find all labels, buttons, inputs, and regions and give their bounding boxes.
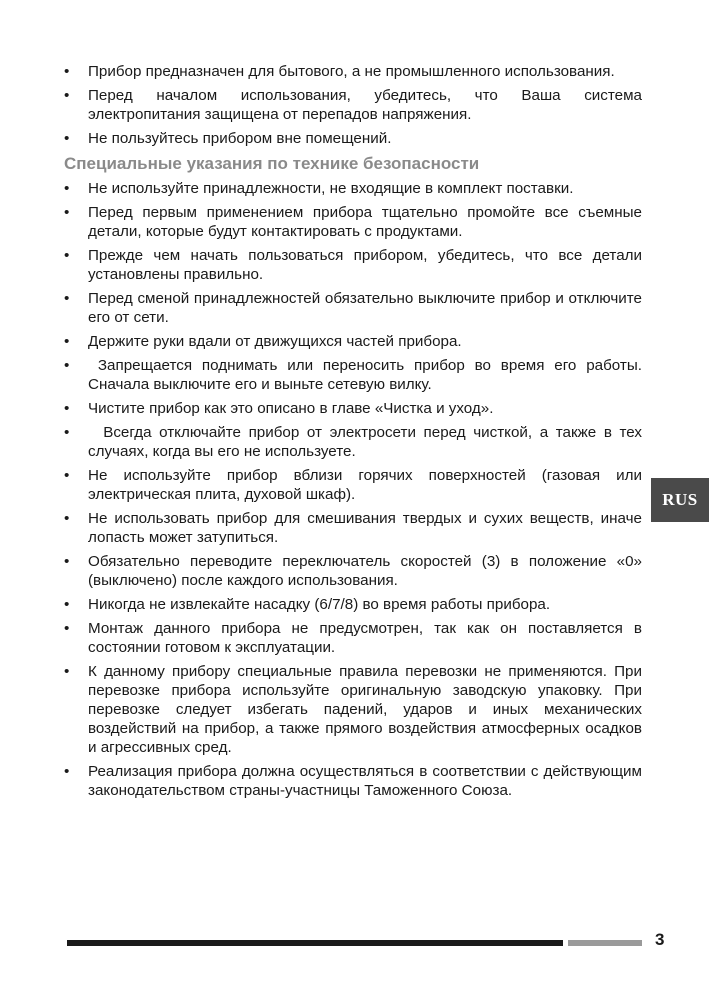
list-item [64, 62, 642, 81]
page-content [64, 62, 647, 805]
bullet-icon: • [64, 290, 70, 307]
bullet-icon: • [64, 87, 70, 104]
list-item [64, 509, 642, 547]
footer-bar-primary [67, 940, 563, 946]
list-item-text: Перед началом использования, убедитесь, что Ваша система электропитания защищена от перепадов напряжения. [88, 87, 642, 123]
bullet-icon: • [64, 63, 70, 80]
bullet-icon: • [64, 620, 70, 637]
bullet-icon: • [64, 204, 70, 221]
list-item [64, 619, 642, 657]
list-item-text: Монтаж данного прибора не предусмотрен, так как он поставляется в состоянии готовом к эксплуатации. [88, 620, 642, 656]
bullet-icon: • [64, 763, 70, 780]
list-item-text: Не используйте принадлежности, не входящие в комплект поставки. [88, 180, 574, 197]
safety-instructions-list [64, 179, 647, 800]
list-item-text: Реализация прибора должна осуществляться в соответствии с действующим законодательством страны-участницы Таможенного Союза. [88, 763, 642, 799]
list-item-text: Не используйте прибор вблизи горячих поверхностей (газовая или электрическая плита, духовой шкаф). [88, 467, 642, 503]
list-item-text: Прибор предназначен для бытового, а не промышленного использования. [88, 63, 615, 80]
list-item [64, 662, 642, 757]
bullet-icon: • [64, 180, 70, 197]
bullet-icon: • [64, 333, 70, 350]
list-item-text: Перед сменой принадлежностей обязательно выключите прибор и отключите его от сети. [88, 290, 642, 326]
bullet-icon: • [64, 467, 70, 484]
list-item [64, 129, 642, 148]
page-number: 3 [655, 930, 665, 949]
bullet-icon: • [64, 130, 70, 147]
list-item-text: Чистите прибор как это описано в главе «Чистка и уход». [88, 400, 494, 417]
list-item [64, 356, 647, 394]
list-item [64, 179, 642, 198]
list-item [64, 466, 642, 504]
list-item-text: Всегда отключайте прибор от электросети перед чисткой, а также в тех случаях, когда вы его не используете. [88, 424, 647, 460]
footer-bar-secondary [568, 940, 642, 946]
bullet-icon: • [64, 400, 70, 417]
bullet-icon: • [64, 357, 70, 374]
list-item [64, 399, 642, 418]
list-item-text: Прежде чем начать пользоваться прибором, убедитесь, что все детали установлены правильно. [88, 247, 642, 283]
bullet-icon: • [64, 247, 70, 264]
bullet-icon: • [64, 424, 70, 441]
list-item-text: Обязательно переводите переключатель скоростей (3) в положение «0» (выключено) после каждого использования. [88, 553, 642, 589]
list-item [64, 203, 642, 241]
bullet-icon: • [64, 510, 70, 527]
general-precautions-list [64, 62, 642, 148]
language-tab: RUS [651, 478, 709, 522]
bullet-icon: • [64, 553, 70, 570]
list-item [64, 332, 642, 351]
bullet-icon: • [64, 596, 70, 613]
list-item [64, 423, 647, 461]
list-item-text: Перед первым применением прибора тщательно промойте все съемные детали, которые будут контактировать с продуктами. [88, 204, 642, 240]
list-item [64, 762, 642, 800]
list-item-text: Держите руки вдали от движущихся частей прибора. [88, 333, 462, 350]
list-item [64, 246, 642, 284]
section-heading: Специальные указания по технике безопасности [64, 154, 480, 173]
list-item [64, 552, 642, 590]
list-item-text: Не использовать прибор для смешивания твердых и сухих веществ, иначе лопасть может затупиться. [88, 510, 642, 546]
list-item-text: Не пользуйтесь прибором вне помещений. [88, 130, 392, 147]
list-item-text: К данному прибору специальные правила перевозки не применяются. При перевозке прибора используйте оригинальную заводскую упаковку. При перевозке следует избегать падений, ударов и иных механических воздействий на прибор, а также прямого воздействия атмосферных осадков и агрессивных сред. [88, 663, 642, 756]
list-item-text: Никогда не извлекайте насадку (6/7/8) во время работы прибора. [88, 596, 551, 613]
list-item [64, 86, 642, 124]
list-item [64, 289, 642, 327]
list-item-text: Запрещается поднимать или переносить прибор во время его работы. Сначала выключите его и выньте сетевую вилку. [88, 357, 647, 393]
bullet-icon: • [64, 663, 70, 680]
list-item [64, 595, 642, 614]
